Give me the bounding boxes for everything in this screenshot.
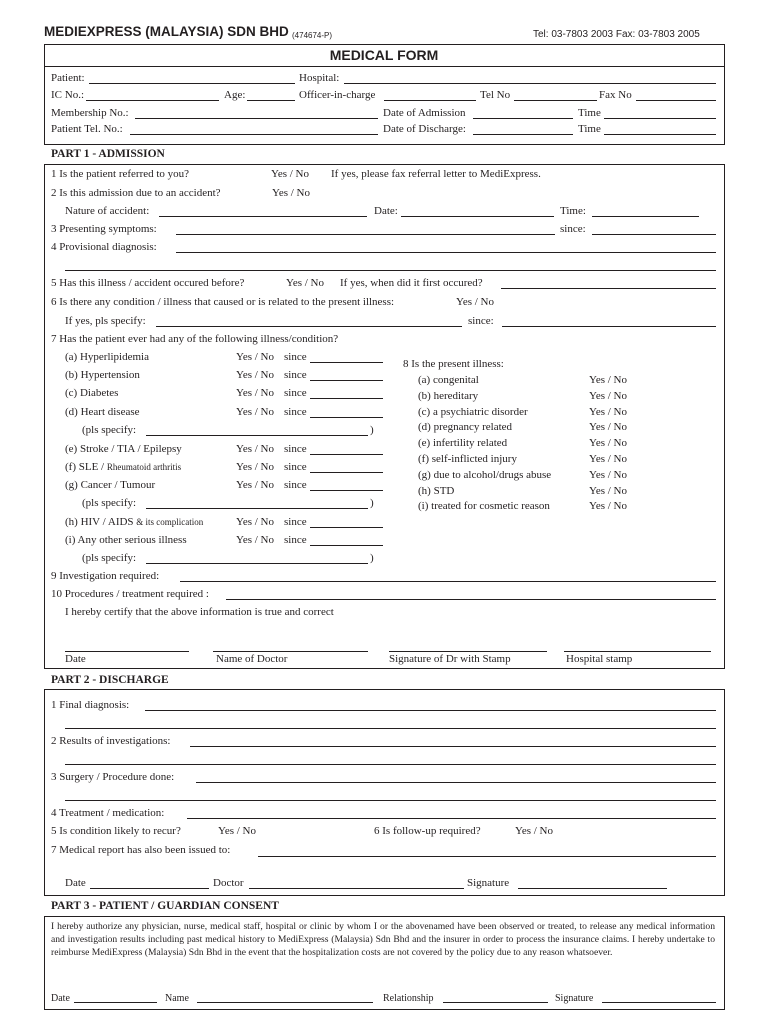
date-admission-field[interactable] (473, 118, 573, 119)
q2-yes-no[interactable]: Yes / No (272, 187, 311, 199)
present-illness-yes-no[interactable]: Yes / No (589, 421, 628, 433)
patient-tel-field[interactable] (130, 134, 378, 135)
symptoms-field[interactable] (176, 234, 555, 235)
part2-box (44, 689, 725, 896)
illness-yes-no[interactable]: Yes / No (236, 461, 275, 473)
consent-signature-label: Signature (555, 993, 594, 1004)
nature-label: Nature of accident: (65, 205, 150, 217)
q9-label: 9 Investigation required: (51, 570, 160, 582)
diagnosis-field-2[interactable] (65, 270, 716, 271)
tel-no-field[interactable] (514, 100, 597, 101)
recur-label: 5 Is condition likely to recur? (51, 825, 181, 837)
medical-report-field[interactable] (258, 856, 716, 857)
part3-title: PART 3 - PATIENT / GUARDIAN CONSENT (51, 900, 279, 912)
pls-specify-label: (pls specify: (82, 497, 137, 509)
q5-first-occurred-field[interactable] (501, 288, 716, 289)
illness-yes-no[interactable]: Yes / No (236, 406, 275, 418)
pls-specify-close: ) (370, 424, 374, 436)
illness-since-field[interactable] (310, 380, 383, 381)
q3-label: 3 Presenting symptoms: (51, 223, 157, 235)
present-illness-yes-no[interactable]: Yes / No (589, 437, 628, 449)
doctor-date-field[interactable] (65, 651, 189, 652)
present-illness-label: (a) congenital (418, 374, 479, 386)
final-diagnosis-field-2[interactable] (65, 728, 716, 729)
accident-date-field[interactable] (401, 216, 554, 217)
final-diagnosis-label: 1 Final diagnosis: (51, 699, 130, 711)
illness-label: (b) Hypertension (65, 369, 140, 381)
treatment-field[interactable] (187, 818, 716, 819)
discharge-date-field[interactable] (90, 888, 209, 889)
patient-field[interactable] (89, 83, 295, 84)
q1-yes-no[interactable]: Yes / No (271, 168, 310, 180)
illness-yes-no[interactable]: Yes / No (236, 369, 275, 381)
patient-tel-label: Patient Tel. No.: (51, 123, 123, 135)
age-field[interactable] (247, 100, 295, 101)
present-illness-yes-no[interactable]: Yes / No (589, 374, 628, 386)
illness-label: (d) Heart disease (65, 406, 140, 418)
pls-specify-label: (pls specify: (82, 424, 137, 436)
q6-specify-label: If yes, pls specify: (65, 315, 146, 327)
illness-label: (h) HIV / AIDS & its complication (65, 516, 204, 528)
q8-label: 8 Is the present illness: (403, 358, 504, 370)
illness-since-label: since (284, 516, 307, 528)
present-illness-label: (i) treated for cosmetic reason (418, 500, 550, 512)
q6-label: 6 Is there any condition / illness that caused or is related to the present illness: (51, 296, 395, 308)
present-illness-label: (g) due to alcohol/drugs abuse (418, 469, 552, 481)
pls-specify-field[interactable] (146, 508, 368, 509)
doctor-name-label: Name of Doctor (216, 653, 288, 665)
pls-specify-field[interactable] (146, 563, 368, 564)
consent-relationship-label: Relationship (383, 993, 434, 1004)
illness-yes-no[interactable]: Yes / No (236, 479, 275, 491)
illness-since-field[interactable] (310, 527, 383, 528)
illness-since-label: since (284, 351, 307, 363)
consent-relationship-field[interactable] (443, 1002, 548, 1003)
recur-yes-no[interactable]: Yes / No (218, 825, 257, 837)
illness-label: (e) Stroke / TIA / Epilepsy (65, 443, 182, 455)
illness-yes-no[interactable]: Yes / No (236, 387, 275, 399)
fax-no-label: Fax No (599, 89, 632, 101)
q7-label: 7 Has the patient ever had any of the following illness/condition? (51, 333, 339, 345)
accident-date-label: Date: (374, 205, 398, 217)
accident-time-field[interactable] (592, 216, 699, 217)
consent-text: I hereby authorize any physician, nurse, medical staff, hospital or clinic by whom I or the abovenamed have been observed or treated, to release any medical information and investigation results including past medical history to MediExpress (Malaysia) Sdn Bhd and the insurer in order to process the insurance claims. I hereby undertake to reimburse MediExpress (Malaysia) Sdn Bhd in the event that the hospitalization costs are not covered by the policy due to any reason whatsoever. (51, 921, 715, 958)
ic-no-label: IC No.: (51, 89, 84, 101)
illness-since-field[interactable] (310, 545, 383, 546)
illness-yes-no[interactable]: Yes / No (236, 443, 275, 455)
date-admission-label: Date of Admission (383, 107, 466, 119)
illness-since-label: since (284, 443, 307, 455)
accident-time-label: Time: (560, 205, 586, 217)
membership-label: Membership No.: (51, 107, 129, 119)
date-discharge-field[interactable] (473, 134, 573, 135)
present-illness-yes-no[interactable]: Yes / No (589, 390, 628, 402)
illness-since-label: since (284, 479, 307, 491)
q5-note: If yes, when did it first occured? (340, 277, 483, 289)
q5-yes-no[interactable]: Yes / No (286, 277, 325, 289)
illness-since-label: since (284, 406, 307, 418)
company-reg-no: (474674-P) (292, 31, 333, 40)
results-field-1[interactable] (190, 746, 716, 747)
nature-field[interactable] (159, 216, 367, 217)
patient-label: Patient: (51, 72, 85, 84)
pls-specify-label: (pls specify: (82, 552, 137, 564)
q6-yes-no[interactable]: Yes / No (456, 296, 495, 308)
illness-since-field[interactable] (310, 417, 383, 418)
consent-signature-field[interactable] (602, 1002, 716, 1003)
pls-specify-field[interactable] (146, 435, 368, 436)
discharge-doctor-label: Doctor (213, 877, 244, 889)
present-illness-yes-no[interactable]: Yes / No (589, 469, 628, 481)
illness-since-field[interactable] (310, 398, 383, 399)
follow-up-yes-no[interactable]: Yes / No (515, 825, 554, 837)
illness-since-field[interactable] (310, 490, 383, 491)
time-discharge-label: Time (578, 123, 601, 135)
certify-text: I hereby certify that the above information is true and correct (65, 606, 334, 618)
q10-label: 10 Procedures / treatment required : (51, 588, 209, 600)
q3-since-label: since: (560, 223, 586, 235)
surgery-field-2[interactable] (65, 800, 716, 801)
pls-specify-close: ) (370, 497, 374, 509)
illness-yes-no[interactable]: Yes / No (236, 351, 275, 363)
illness-label: (g) Cancer / Tumour (65, 479, 156, 491)
hospital-label: Hospital: (299, 72, 340, 84)
illness-since-label: since (284, 534, 307, 546)
time-admission-label: Time (578, 107, 601, 119)
fax-no-field[interactable] (636, 100, 716, 101)
diagnosis-field-1[interactable] (176, 252, 716, 253)
company-contact: Tel: 03-7803 2003 Fax: 03-7803 2005 (533, 29, 700, 40)
discharge-doctor-field[interactable] (249, 888, 464, 889)
final-diagnosis-field-1[interactable] (145, 710, 716, 711)
present-illness-yes-no[interactable]: Yes / No (589, 500, 628, 512)
present-illness-yes-no[interactable]: Yes / No (589, 453, 628, 465)
q6-specify-field[interactable] (156, 326, 462, 327)
part2-title: PART 2 - DISCHARGE (51, 674, 169, 686)
present-illness-label: (h) STD (418, 485, 455, 497)
q1-note: If yes, please fax referral letter to MediExpress. (331, 168, 541, 180)
present-illness-yes-no[interactable]: Yes / No (589, 485, 628, 497)
present-illness-label: (d) pregnancy related (418, 421, 513, 433)
part1-title: PART 1 - ADMISSION (51, 148, 165, 160)
ic-no-field[interactable] (86, 100, 219, 101)
illness-label: (i) Any other serious illness (65, 534, 187, 546)
treatment-label: 4 Treatment / medication: (51, 807, 165, 819)
illness-since-label: since (284, 461, 307, 473)
surgery-field-1[interactable] (196, 782, 716, 783)
present-illness-label: (e) infertility related (418, 437, 508, 449)
illness-label: (a) Hyperlipidemia (65, 351, 149, 363)
illness-since-label: since (284, 387, 307, 399)
tel-no-label: Tel No (480, 89, 511, 101)
doctor-signature-field[interactable] (389, 651, 547, 652)
illness-yes-no[interactable]: Yes / No (236, 516, 275, 528)
q5-label: 5 Has this illness / accident occured before? (51, 277, 245, 289)
present-illness-label: (c) a psychiatric disorder (418, 406, 528, 418)
title-divider (44, 66, 725, 67)
consent-name-field[interactable] (197, 1002, 373, 1003)
medical-report-label: 7 Medical report has also been issued to: (51, 844, 231, 856)
q1-label: 1 Is the patient referred to you? (51, 168, 190, 180)
officer-field[interactable] (384, 100, 476, 101)
results-field-2[interactable] (65, 764, 716, 765)
surgery-label: 3 Surgery / Procedure done: (51, 771, 175, 783)
hospital-stamp-label: Hospital stamp (566, 653, 633, 665)
discharge-signature-field[interactable] (518, 888, 667, 889)
illness-label: (f) SLE / Rheumatoid arthritis (65, 461, 182, 473)
procedures-field[interactable] (226, 599, 716, 600)
company-name: MEDIEXPRESS (MALAYSIA) SDN BHD (44, 24, 289, 39)
illness-since-field[interactable] (310, 472, 383, 473)
illness-label: (c) Diabetes (65, 387, 119, 399)
membership-field[interactable] (135, 118, 378, 119)
results-label: 2 Results of investigations: (51, 735, 171, 747)
consent-date-field[interactable] (74, 1002, 157, 1003)
illness-yes-no[interactable]: Yes / No (236, 534, 275, 546)
q6-since-field[interactable] (502, 326, 716, 327)
q4-label: 4 Provisional diagnosis: (51, 241, 157, 253)
illness-since-field[interactable] (310, 362, 383, 363)
illness-since-label: since (284, 369, 307, 381)
discharge-signature-label: Signature (467, 877, 510, 889)
investigation-field[interactable] (180, 581, 716, 582)
officer-label: Officer-in-charge (299, 89, 376, 101)
present-illness-label: (b) hereditary (418, 390, 479, 402)
discharge-date-label: Date (65, 877, 86, 889)
q2-label: 2 Is this admission due to an accident? (51, 187, 221, 199)
symptoms-since-field[interactable] (592, 234, 716, 235)
form-title: MEDICAL FORM (329, 47, 439, 63)
q6-since-label: since: (468, 315, 494, 327)
date-discharge-label: Date of Discharge: (383, 123, 466, 135)
pls-specify-close: ) (370, 552, 374, 564)
consent-date-label: Date (51, 993, 70, 1004)
doctor-signature-label: Signature of Dr with Stamp (389, 653, 511, 665)
time-discharge-field[interactable] (604, 134, 716, 135)
present-illness-label: (f) self-inflicted injury (418, 453, 517, 465)
consent-name-label: Name (165, 993, 189, 1004)
age-label: Age: (224, 89, 246, 101)
doctor-name-field[interactable] (213, 651, 368, 652)
time-admission-field[interactable] (604, 118, 716, 119)
illness-since-field[interactable] (310, 454, 383, 455)
follow-up-label: 6 Is follow-up required? (374, 825, 481, 837)
hospital-stamp-field[interactable] (564, 651, 711, 652)
doctor-date-label: Date (65, 653, 86, 665)
hospital-field[interactable] (344, 83, 716, 84)
present-illness-yes-no[interactable]: Yes / No (589, 406, 628, 418)
